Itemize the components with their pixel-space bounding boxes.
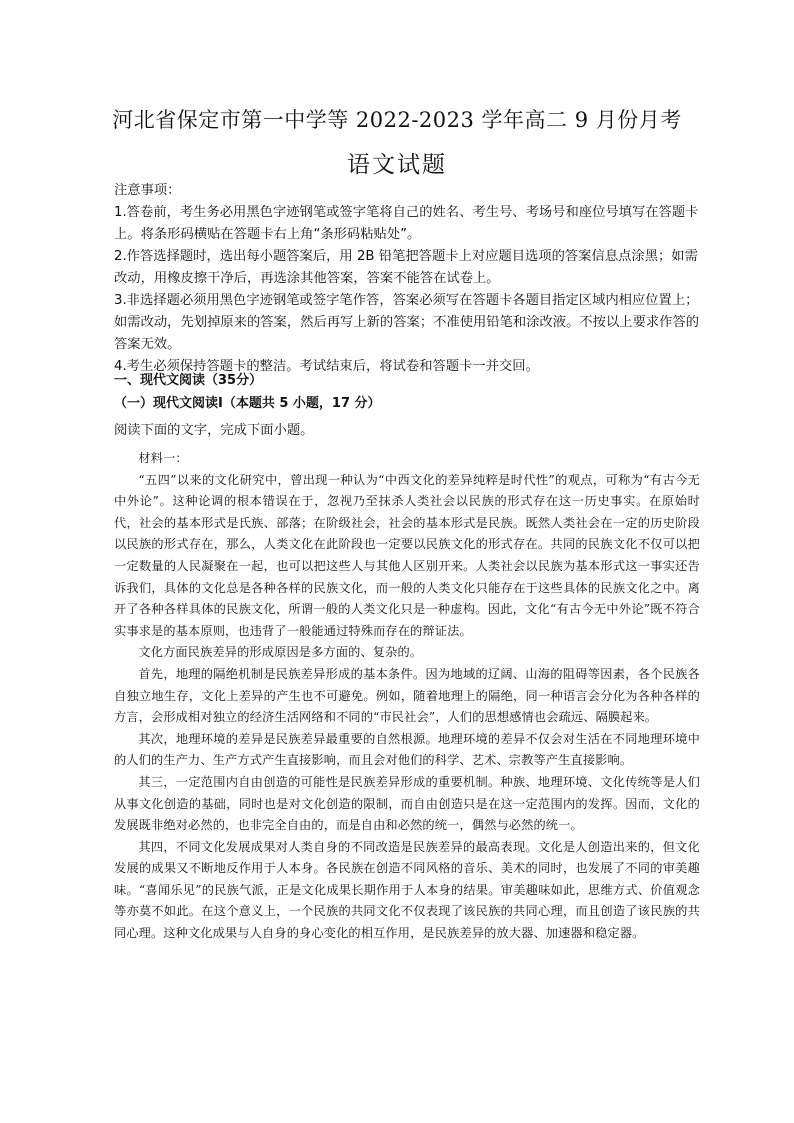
passage-paragraph: “五四”以来的文化研究中，曾出现一种认为“中西文化的差异纯粹是时代性”的观点，可称为“有古今无中外论”。这种论调的根本错误在于，忽视乃至抹杀人类社会以民族的形式存在这一历史事实。在原始时代，社会的基本形式是氏族、部落；在阶级社会，社会的基本形式是民族。既然人类社会在一定的历史阶段以民族的形式存在，那么，人类文化在此阶段也一定要以民族文化的形式存在。共同的民族文化不仅可以把一定数量的人民凝聚在一起，也可以把这些人与其他人区别开来。人类社会以民族为基本形式这一事实还告诉我们，具体的文化总是各种各样的民族文化，而一般的人类文化只能存在于这些具体的民族文化之中。离开了各种各样具体的民族文化，所谓一般的人类文化只是一种虚构。因此，文化“有古今无中外论”既不符合实事求是的基本原则，也违背了一般能通过特殊而存在的辩证法。 xyxy=(114,472,700,638)
subsection-heading: （一）现代文阅读Ⅰ（本题共 5 小题，17 分） xyxy=(114,396,381,411)
notice-block xyxy=(114,180,704,378)
reading-instruction: 阅读下面的文字，完成下面小题。 xyxy=(114,423,314,438)
reading-passage xyxy=(114,448,700,945)
notice-heading: 注意事项： xyxy=(114,183,181,198)
exam-title: 河北省保定市第一中学等 2022-2023 学年高二 9 月份月考 xyxy=(112,108,682,132)
passage-paragraph: 文化方面民族差异的形成原因是多方面的、复杂的。 xyxy=(138,645,423,660)
section-heading: 一、现代文阅读（35分） xyxy=(114,373,263,388)
notice-item: 2.作答选择题时，选出每小题答案后，用 2B 铅笔把答题卡上对应题目选项的答案信息点涂黑；如需改动，用橡皮擦干净后，再选涂其他答案，答案不能答在试卷上。 xyxy=(114,249,698,286)
notice-item: 4.考生必须保持答题卡的整洁。考试结束后，将试卷和答题卡一并交回。 xyxy=(114,359,539,374)
passage-paragraph: 其次，地理环境的差异是民族差异最重要的自然根源。地理环境的差异不仅会对生活在不同地理环境中的人们的生产力、生产方式产生直接影响，而且会对他们的科学、艺术、宗教等产生直接影响。 xyxy=(114,731,700,768)
passage-paragraph: 其四，不同文化发展成果对人类自身的不同改造是民族差异的最高表现。文化是人创造出来的，但文化发展的成果又不断地反作用于人本身。各民族在创造不同风格的音乐、美术的同时，也发展了不同的审美趣味。“喜闻乐见”的民族气派，正是文化成果长期作用于人本身的结果。审美趣味如此，思维方式、价值观念等亦莫不如此。在这个意义上，一个民族的共同文化不仅表现了该民族的共同心理，而且创造了该民族的共同心理。这种文化成果与人自身的身心变化的相互作用，是民族差异的放大器、加速器和稳定器。 xyxy=(114,839,700,941)
exam-subject-title: 语文试题 xyxy=(347,152,447,178)
passage-paragraph: 首先，地理的隔绝机制是民族差异形成的基本条件。因为地域的辽阔、山海的阻碍等因素，各个民族各自独立地生存，文化上差异的产生也不可避免。例如，随着地理上的隔绝，同一种语言会分化为各种各样的方言，会形成相对独立的经济生活网络和不同的“市民社会”，人们的思想感情也会疏远、隔膜起来。 xyxy=(114,666,700,725)
notice-item: 3.非选择题必须用黑色字迹钢笔或签字笔作答，答案必须写在答题卡各题目指定区域内相应位置上；如需改动，先划掉原来的答案，然后再写上新的答案；不准使用铅笔和涂改液。不按以上要求作答的答案无效。 xyxy=(114,293,700,352)
material-label: 材料一： xyxy=(138,451,188,465)
passage-paragraph: 其三，一定范围内自由创造的可能性是民族差异形成的重要机制。种族、地理环境、文化传统等是人们从事文化创造的基础，同时也是对文化创造的限制，而自由创造只是在这一定范围内的发挥。因而，文化的发展既非绝对必然的，也非完全自由的，而是自由和必然的统一，偶然与必然的统一。 xyxy=(114,774,700,833)
notice-item: 1.答卷前，考生务必用黑色字迹钢笔或签字笔将自己的姓名、考生号、考场号和座位号填写在答题卡上。将条形码横贴在答题卡右上角“条形码粘贴处”。 xyxy=(114,205,699,242)
